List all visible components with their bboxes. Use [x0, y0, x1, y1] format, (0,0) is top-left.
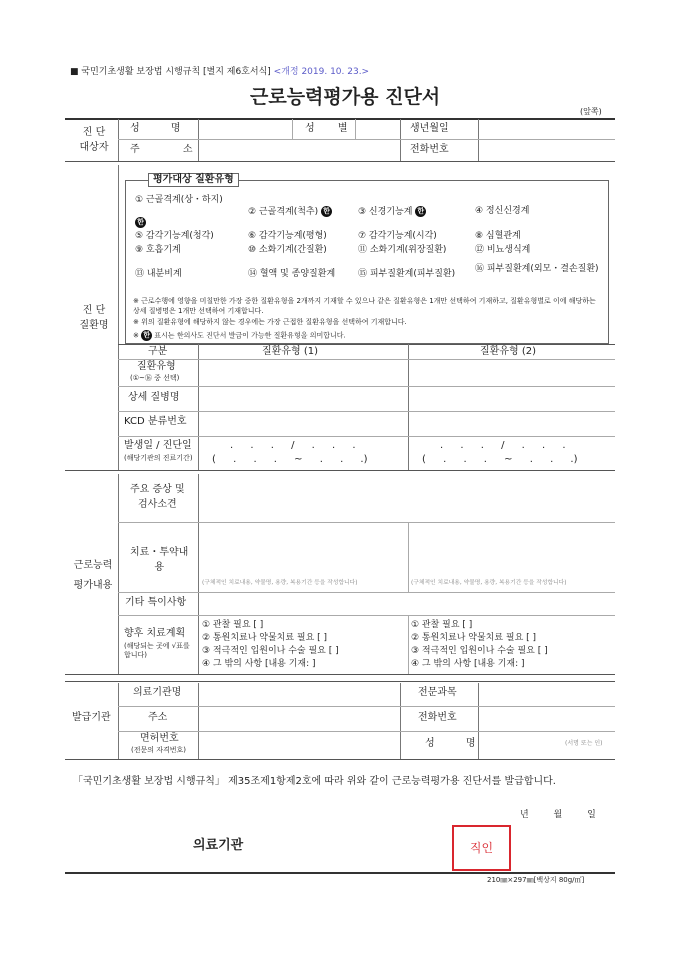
type-14: ⑭ 혈액 및 종양질환계	[248, 269, 336, 279]
paper-spec: 210㎜×297㎜[백상지 80g/㎡]	[487, 876, 585, 884]
gender-field[interactable]	[357, 120, 397, 138]
type-9: ⑨ 호흡기계	[135, 245, 181, 255]
diagnosis-section-label: 진 단 질환명	[79, 305, 109, 331]
plan-1-item-4[interactable]: ④ 그 밖의 사항 [내용 기재: ]	[202, 659, 316, 669]
name-label: 성 명	[130, 123, 195, 134]
korean-medicine-mark: 한	[141, 330, 152, 341]
sign-label: 성 명	[425, 738, 490, 749]
type-7: ⑦ 감각기능계(시각)	[358, 231, 437, 241]
korean-medicine-mark: 한	[321, 206, 332, 217]
page-side: (앞쪽)	[580, 107, 602, 116]
korean-medicine-mark: 한	[415, 206, 426, 217]
page-title: 근로능력평가용 진단서	[250, 86, 441, 108]
type-3: ③ 신경기능계 한	[358, 206, 426, 218]
other-label: 기타 특이사항	[125, 597, 187, 608]
sign-hint: (서명 또는 인)	[565, 740, 603, 747]
types-title: 평가대상 질환유형	[148, 173, 239, 187]
treatment-label: 치료・투약내 용	[130, 547, 189, 573]
note-1: ※ 근로수행에 영향을 미칠만한 가장 중한 질환유형을 2개까지 기재할 수 있으나 같은 질환유형은 1개만 선택하여 기재하고, 질환유형별로 이에 해당하는 상세 질병명은 1개만 선택하여 기재합니다.	[133, 297, 596, 315]
plan-1-item-2[interactable]: ② 통원치료나 약물치료 필요 [ ]	[202, 633, 328, 643]
issuer-phone-label: 전화번호	[418, 712, 457, 723]
note-2: ※ 위의 질환유형에 해당하지 않는 경우에는 가장 근접한 질환유형을 선택하여 기재합니다.	[133, 318, 407, 326]
other-field[interactable]	[200, 594, 614, 614]
treatment-2-hint: (구체적인 치료내용, 약물명, 용량, 복용기간 등을 작성합니다)	[411, 580, 567, 586]
issuer-phone-field[interactable]	[480, 708, 612, 730]
row-onset-label: 발생일 / 진단일	[124, 440, 192, 451]
type-5: ⑤ 감각기능계(청각)	[135, 231, 214, 241]
plan-1-item-1[interactable]: ① 관찰 필요 [ ]	[202, 620, 264, 630]
type-1-field[interactable]	[200, 361, 406, 385]
specialty-field[interactable]	[480, 684, 612, 704]
detail-1-field[interactable]	[200, 388, 406, 410]
name-field[interactable]	[200, 120, 290, 138]
issuer-section-label: 발급기관	[72, 712, 111, 723]
onset-2-dates[interactable]: . . . / . . .	[440, 440, 566, 451]
license-label: 면허번호	[140, 733, 179, 744]
onset-2-period[interactable]: ( . . . ~ . . .)	[422, 454, 578, 465]
institution-field[interactable]	[200, 684, 398, 704]
plan-2-item-1[interactable]: ① 관찰 필요 [ ]	[411, 620, 473, 630]
row-detail-label: 상세 질병명	[128, 392, 180, 403]
treatment-1-hint: (구체적인 치료내용, 약물명, 용량, 복용기간 등을 작성합니다)	[202, 580, 358, 586]
revision-text: <개정 2019. 10. 23.>	[273, 67, 370, 77]
kcd-2-field[interactable]	[410, 413, 614, 435]
type-4: ④ 정신신경계	[475, 206, 530, 216]
regulation-text: 국민기초생활 보장법 시행규칙 [별지 제6호서식]	[81, 67, 271, 77]
symptoms-field[interactable]	[200, 476, 614, 520]
birth-label: 생년월일	[410, 123, 449, 134]
type-11: ⑪ 소화기계(위장질환)	[358, 245, 447, 255]
specialty-label: 전문과목	[418, 687, 457, 698]
type-8: ⑧ 심혈관계	[475, 231, 521, 241]
plan-1-item-3[interactable]: ③ 적극적인 입원이나 수술 필요 [ ]	[202, 646, 339, 656]
address-label: 주 소	[130, 144, 213, 155]
type-15: ⑮ 피부질환계(피부질환)	[358, 269, 456, 279]
detail-2-field[interactable]	[410, 388, 614, 410]
type-2-field[interactable]	[410, 361, 614, 385]
address-field[interactable]	[200, 141, 398, 159]
gender-label: 성 별	[305, 123, 358, 134]
seal-label: 직인	[469, 841, 494, 855]
col2-label: 질환유형 (2)	[480, 346, 536, 357]
plan-2-item-4[interactable]: ④ 그 밖의 사항 [내용 기재: ]	[411, 659, 525, 669]
type-6: ⑥ 감각기능계(평형)	[248, 231, 327, 241]
phone-field[interactable]	[480, 141, 610, 159]
plan-label: 향후 치료계획	[124, 628, 186, 639]
target-section-label: 진 단 대상자	[79, 127, 109, 153]
type-16: ⑯ 피부질환계(외모・결손질환)	[475, 264, 599, 274]
plan-2-item-2[interactable]: ② 통원치료나 약물치료 필요 [ ]	[411, 633, 537, 643]
col-head-label: 구분	[148, 346, 168, 357]
issuance-statement: 「국민기초생활 보장법 시행규칙」 제35조제1항제2호에 따라 위와 같이 근로능력평가용 진단서를 발급합니다.	[73, 776, 556, 787]
plan-sub: (해당되는 곳에 √표를 합니다)	[124, 642, 190, 659]
type-10: ⑩ 소화기계(간질환)	[248, 245, 327, 255]
license-field[interactable]	[200, 733, 398, 757]
type-1: ① 근골격계(상・하지)	[135, 195, 223, 205]
onset-1-dates[interactable]: . . . / . . .	[230, 440, 356, 451]
kcd-1-field[interactable]	[200, 413, 406, 435]
row-onset-sub: (해당기관의 진료기간)	[124, 454, 193, 462]
row-type-sub: (①~⑯ 중 선택)	[130, 374, 180, 382]
plan-2-item-3[interactable]: ③ 적극적인 입원이나 수술 필요 [ ]	[411, 646, 548, 656]
institution-label: 의료기관명	[133, 687, 182, 698]
license-sub: (전문의 자격번호)	[131, 746, 187, 754]
issue-date[interactable]: 년 월 일	[520, 810, 596, 820]
col1-label: 질환유형 (1)	[262, 346, 318, 357]
row-kcd-label: KCD 분류번호	[124, 416, 187, 427]
birth-field[interactable]	[480, 120, 610, 138]
phone-label: 전화번호	[410, 144, 449, 155]
type-2: ② 근골격계(척추) 한	[248, 206, 332, 218]
regulation-line	[70, 67, 369, 78]
evaluation-section-label: 근로능력 평가내용	[73, 560, 113, 591]
footer-institution: 의료기관	[193, 838, 244, 853]
row-type-label: 질환유형	[137, 361, 176, 372]
bullet: ■	[70, 67, 79, 77]
issuer-address-field[interactable]	[200, 708, 398, 730]
type-12: ⑫ 비뇨생식계	[475, 245, 531, 255]
symptoms-label: 주요 증상 및 검사소견	[130, 484, 185, 510]
issuer-address-label: 주소	[148, 712, 168, 723]
onset-1-period[interactable]: ( . . . ~ . . .)	[212, 454, 368, 465]
type-13: ⑬ 내분비계	[135, 269, 182, 279]
official-seal-box	[452, 825, 511, 871]
note-3: ※ 한 표시는 한의사도 진단서 발급이 가능한 질환유형을 의미합니다.	[133, 331, 346, 340]
type-4-mark: 한	[135, 217, 146, 229]
